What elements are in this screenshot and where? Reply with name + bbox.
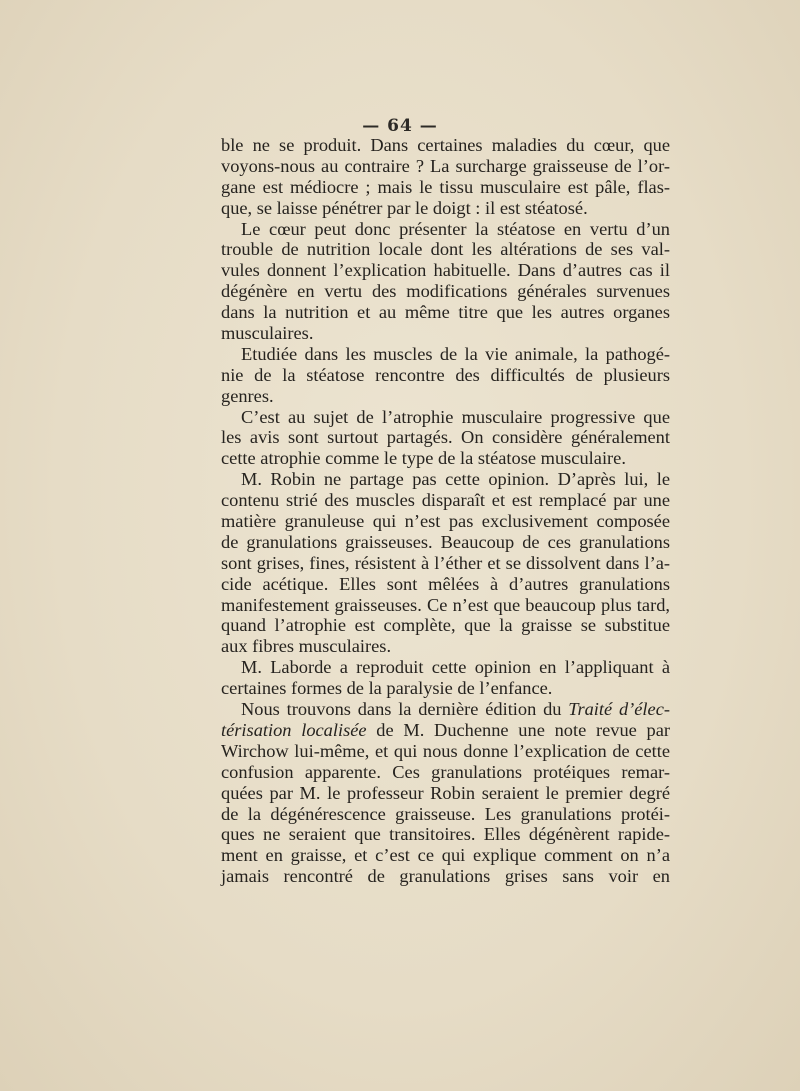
text-line: manifestement graisseuses. Ce n’est que beaucoup plus tard, (221, 594, 670, 615)
text-line: que, se laisse pénétrer par le doigt : il est stéatosé. (221, 197, 588, 218)
text-line: de granulations graisseuses. Beaucoup de ces granulations (221, 531, 670, 552)
text-line: dégénère en vertu des modifications générales survenues (221, 281, 670, 302)
text-line: quées par M. le professeur Robin seraient le premier degré (221, 782, 670, 803)
text-line: cette atrophie comme le type de la stéatose musculaire. (221, 448, 626, 469)
text-line (221, 720, 670, 741)
text-span: Nous trouvons dans la dernière édition du (241, 699, 569, 720)
text-line: quand l’atrophie est complète, que la graisse se substitue (221, 615, 670, 636)
text-line (221, 699, 670, 720)
text-span: de M. Duchenne une note revue par (366, 719, 670, 740)
text-line: Le cœur peut donc présenter la stéatose en vertu d’un (241, 218, 670, 239)
text-line: trouble de nutrition locale dont les altérations de ses val- (221, 239, 670, 260)
text-line: ble ne se produit. Dans certaines maladies du cœur, que (221, 135, 670, 155)
text-line: gane est médiocre ; mais le tissu musculaire est pâle, flas- (221, 176, 670, 197)
italic-title: térisation localisée (221, 719, 367, 740)
text-line: cide acétique. Elles sont mêlées à d’autres granulations (221, 573, 670, 594)
text-line: genres. (221, 385, 274, 406)
text-line: aux fibres musculaires. (221, 636, 392, 657)
italic-title: Traité d’élec- (568, 699, 670, 720)
text-line: jamais rencontré de granulations grises sans voir en (221, 866, 670, 887)
text-line: Etudiée dans les muscles de la vie animale, la pathogé- (241, 343, 670, 364)
text-line: confusion apparente. Ces granulations protéiques remar- (221, 761, 670, 782)
text-line: de la dégénérescence graisseuse. Les granulations protéi- (221, 803, 670, 824)
text-line: voyons-nous au contraire ? La surcharge graisseuse de l’or- (221, 155, 670, 176)
text-line: sont grises, fines, résistent à l’éther et se dissolvent dans l’a- (221, 552, 670, 573)
body-text (221, 135, 670, 887)
text-line: nie de la stéatose rencontre des difficultés de plusieurs (221, 364, 670, 385)
page-number: — 64 — (362, 116, 438, 136)
text-line: dans la nutrition et au même titre que les autres organes (221, 302, 670, 323)
text-line: Wirchow lui-même, et qui nous donne l’explication de cette (221, 740, 670, 761)
text-line: M. Robin ne partage pas cette opinion. D’après lui, le (241, 469, 670, 490)
text-line: les avis sont surtout partagés. On considère généralement (221, 427, 670, 448)
text-line: C’est au sujet de l’atrophie musculaire progressive que (241, 406, 670, 427)
text-line: contenu strié des muscles disparaît et est remplacé par une (221, 490, 670, 511)
text-line: matière granuleuse qui n’est pas exclusivement composée (221, 511, 670, 532)
text-line: ques ne seraient que transitoires. Elles dégénèrent rapide- (221, 824, 670, 845)
text-line: certaines formes de la paralysie de l’enfance. (221, 678, 553, 699)
text-line: ment en graisse, et c’est ce qui explique comment on n’a (221, 845, 670, 866)
text-line: vules donnent l’explication habituelle. Dans d’autres cas il (221, 260, 670, 281)
text-line: M. Laborde a reproduit cette opinion en l’appliquant à (241, 657, 670, 678)
text-line: musculaires. (221, 323, 314, 344)
